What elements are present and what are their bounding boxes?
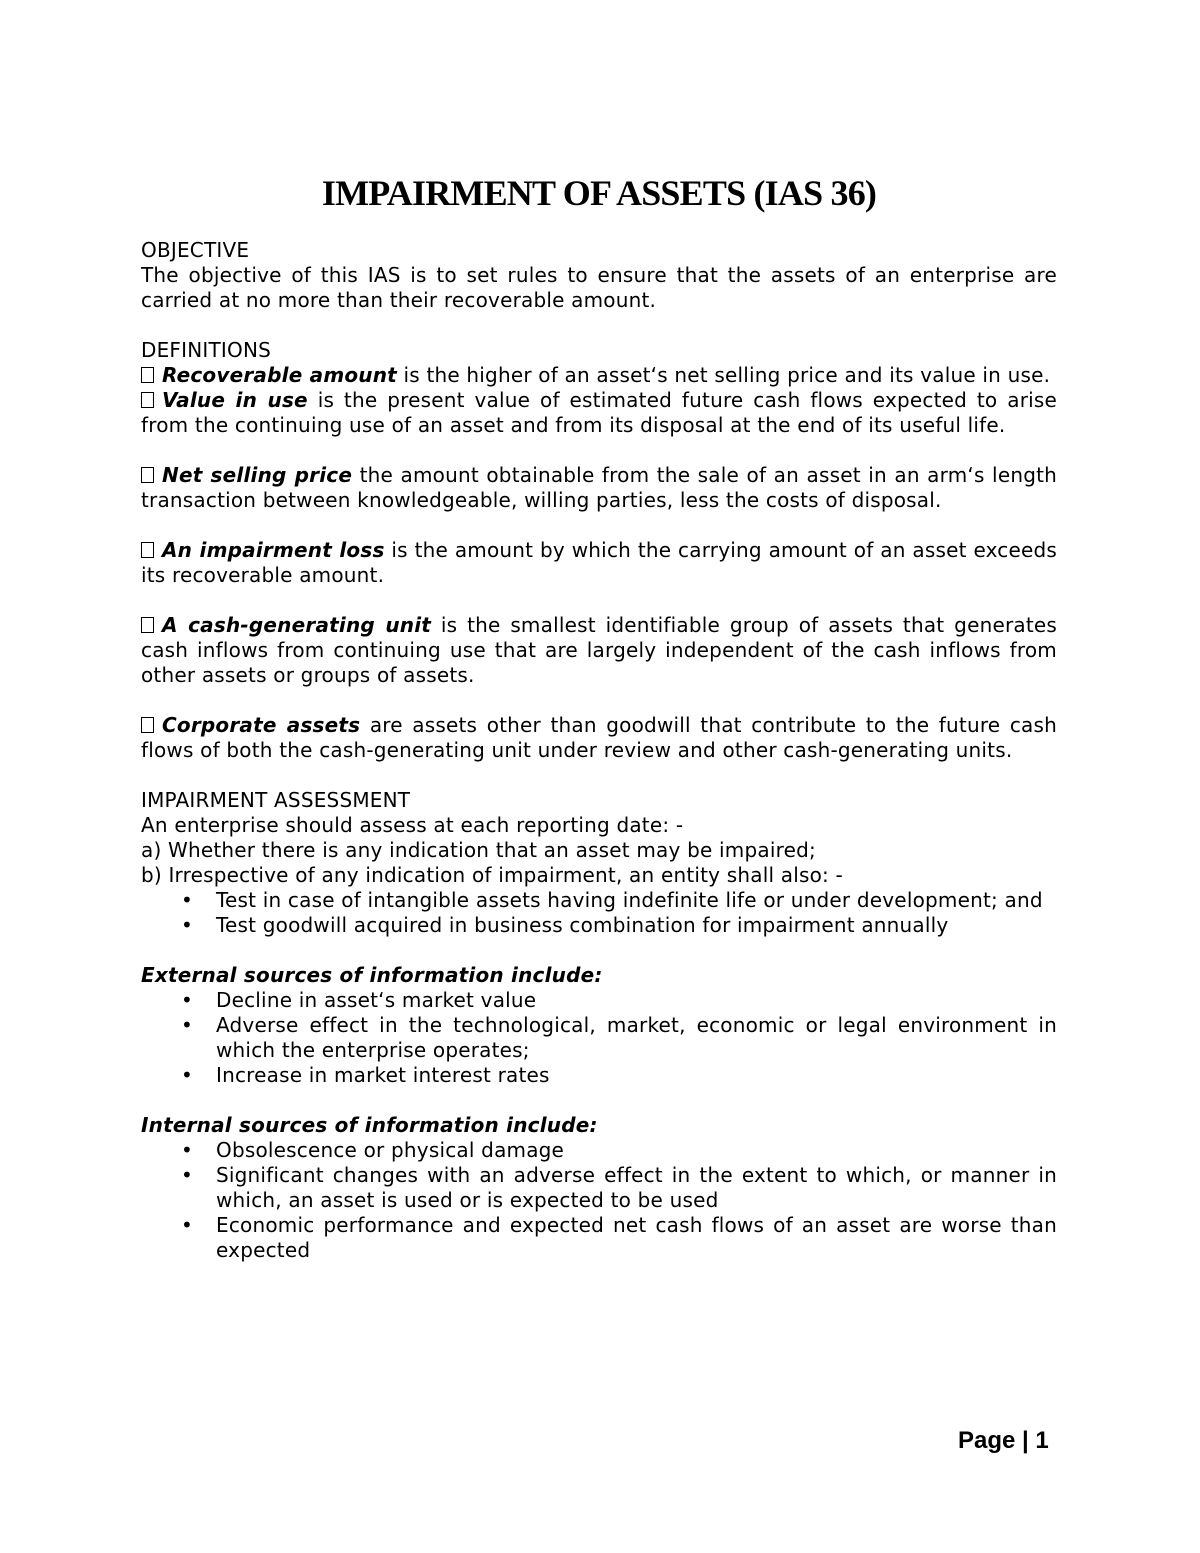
document-title: IMPAIRMENT OF ASSETS (IAS 36): [321, 173, 877, 213]
page-number: Page | 1: [958, 1427, 1049, 1454]
bullet-icon: •: [181, 988, 193, 1012]
definition-item: [141, 463, 1057, 513]
list-item-text: Test goodwill acquired in business combination for impairment annually: [216, 913, 949, 937]
internal-sources-heading: Internal sources of information include:: [141, 1113, 598, 1137]
spacer: [141, 313, 1057, 338]
checkbox-glyph-icon: [141, 367, 154, 383]
list-item: [141, 913, 1057, 938]
definition-term: Net selling price: [162, 463, 353, 487]
assessment-line-a: a) Whether there is any indication that an asset may be impaired;: [141, 838, 816, 862]
checkbox-glyph-icon: [141, 542, 154, 558]
definitions-heading: DEFINITIONS: [141, 338, 272, 362]
list-item-text: Test in case of intangible assets having indefinite life or under development; and: [216, 888, 1043, 912]
bullet-icon: •: [181, 1213, 193, 1237]
list-item-text: Adverse effect in the technological, market, economic or legal environment in which the enterprise operates;: [216, 1013, 1057, 1062]
spacer: [141, 438, 1057, 463]
bullet-icon: •: [181, 913, 193, 937]
definition-item: [141, 713, 1057, 763]
list-item-text: Increase in market interest rates: [216, 1063, 550, 1087]
list-item-text: Obsolescence or physical damage: [216, 1138, 565, 1162]
external-sources-heading: External sources of information include:: [141, 963, 603, 987]
list-item: [141, 888, 1057, 913]
definition-item: [141, 388, 1057, 438]
spacer: [141, 938, 1057, 963]
objective-text: The objective of this IAS is to set rules to ensure that the assets of an enterprise are carried at no more than their recoverable amount.: [141, 263, 1057, 312]
definition-item: [141, 538, 1057, 588]
list-item: [141, 1063, 1057, 1088]
bullet-icon: •: [181, 1063, 193, 1087]
bullet-icon: •: [181, 1138, 193, 1162]
definition-term: Recoverable amount: [162, 363, 397, 387]
definition-text: are assets other than goodwill that contribute to the future cash flows of both the cash-generating unit under review and other cash-generating units.: [141, 713, 1057, 762]
bullet-icon: •: [181, 1013, 193, 1037]
list-item: [141, 1163, 1057, 1213]
objective-heading: OBJECTIVE: [141, 238, 250, 262]
spacer: [141, 688, 1057, 713]
checkbox-glyph-icon: [141, 467, 154, 483]
definition-term: An impairment loss: [162, 538, 385, 562]
list-item-text: Decline in asset‘s market value: [216, 988, 537, 1012]
spacer: [141, 763, 1057, 788]
internal-sources-list: [141, 1138, 1057, 1263]
definition-text: is the amount by which the carrying amount of an asset exceeds its recoverable amount.: [141, 538, 1058, 587]
assessment-heading: IMPAIRMENT ASSESSMENT: [141, 788, 411, 812]
list-item-text: Significant changes with an adverse effect in the extent to which, or manner in which, an asset is used or is expected to be used: [216, 1163, 1057, 1212]
assessment-line-b: b) Irrespective of any indication of impairment, an entity shall also: -: [141, 863, 843, 887]
bullet-icon: •: [181, 1163, 193, 1187]
definition-text: is the smallest identifiable group of assets that generates cash inflows from continuing use that are largely independent of the cash inflows from other assets or groups of assets.: [141, 613, 1057, 687]
definition-item: [141, 363, 1057, 388]
document-body: [141, 170, 1057, 1263]
definition-text: is the present value of estimated future cash flows expected to arise from the continuing use of an asset and from its disposal at the end of its useful life.: [141, 388, 1057, 437]
checkbox-glyph-icon: [141, 617, 154, 633]
definition-item: [141, 613, 1057, 688]
list-item: [141, 1013, 1057, 1063]
list-item: [141, 1138, 1057, 1163]
checkbox-glyph-icon: [141, 392, 154, 408]
assessment-intro: An enterprise should assess at each reporting date: -: [141, 813, 684, 837]
definition-term: Value in use: [162, 388, 308, 412]
checkbox-glyph-icon: [141, 717, 154, 733]
spacer: [141, 513, 1057, 538]
list-item-text: Economic performance and expected net cash flows of an asset are worse than expected: [216, 1213, 1057, 1262]
assessment-bullet-list: [141, 888, 1057, 938]
list-item: [141, 988, 1057, 1013]
list-item: [141, 1213, 1057, 1263]
external-sources-list: [141, 988, 1057, 1088]
definition-term: A cash-generating unit: [162, 613, 432, 637]
spacer: [141, 588, 1057, 613]
definition-text: is the higher of an asset‘s net selling price and its value in use.: [396, 363, 1051, 387]
definition-term: Corporate assets: [162, 713, 361, 737]
spacer: [141, 1088, 1057, 1113]
bullet-icon: •: [181, 888, 193, 912]
definition-text: the amount obtainable from the sale of an asset in an arm‘s length transaction between knowledgeable, willing parties, less the costs of disposal.: [141, 463, 1058, 512]
